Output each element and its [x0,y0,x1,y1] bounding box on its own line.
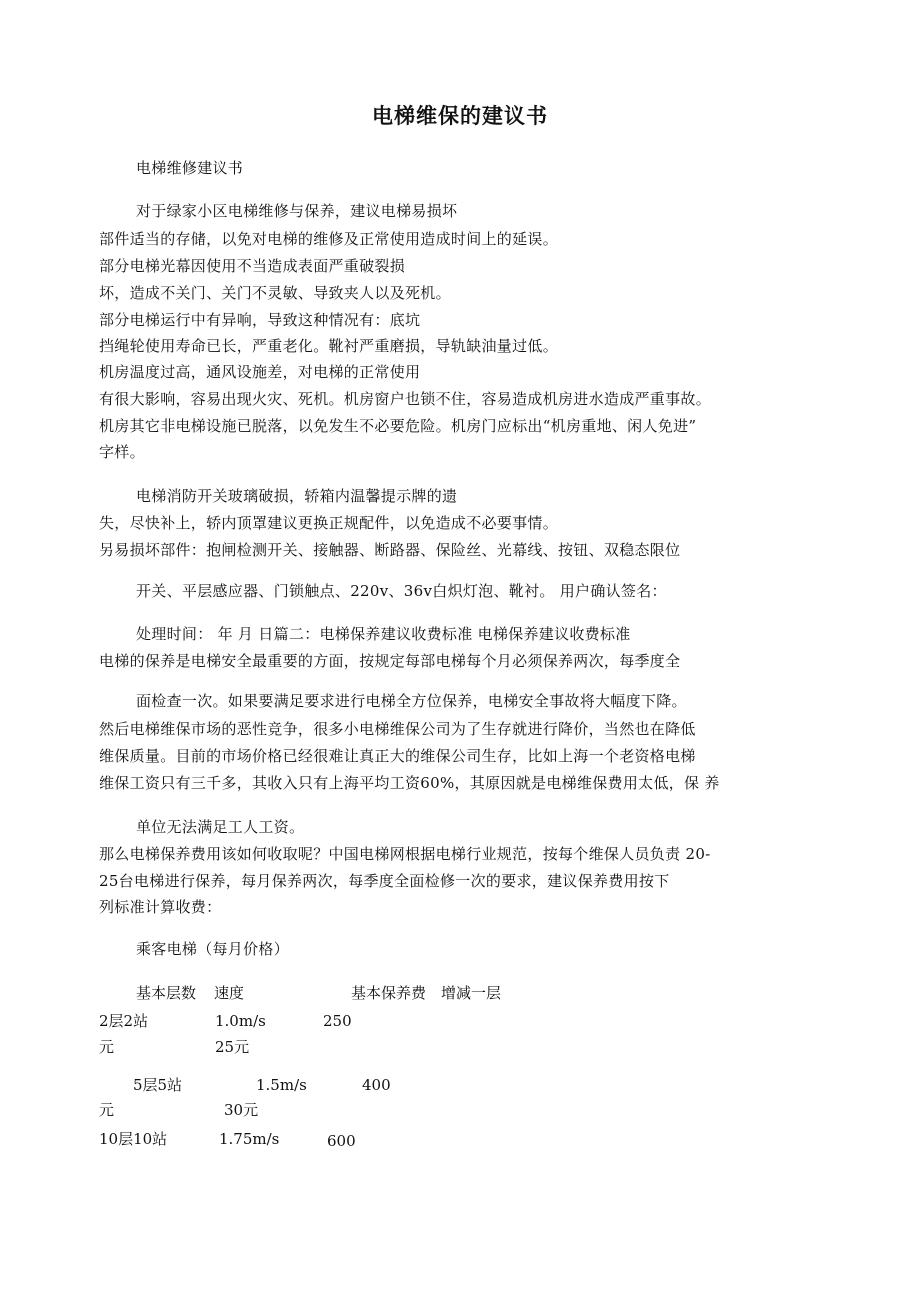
paragraph-line: 字样。 [99,443,145,461]
paragraph-line: 有很大影响，容易出现火灾、死机。机房窗户也锁不住，容易造成机房进水造成严重事故。 [99,390,712,408]
table-cell-increment: 30元 [224,1101,259,1119]
table-cell-unit: 元 [99,1101,115,1119]
paragraph-line: 开关、平层感应器、门锁触点、220v、36v白炽灯泡、靴衬。 用户确认签名： [136,582,667,600]
paragraph-line: 面检查一次。如果要满足要求进行电梯全方位保养，电梯安全事故将大幅度下降。 [136,692,687,710]
table-cell-fee: 400 [362,1076,391,1094]
table-cell-fee: 600 [327,1132,356,1150]
paragraph-line: 维保工资只有三千多，其收入只有上海平均工资60%，其原因就是电梯维保费用太低，保 养 [99,774,720,792]
paragraph-line: 列标准计算收费： [99,898,222,916]
table-cell-speed: 1.0m/s [215,1012,266,1030]
paragraph-line: 维保质量。目前的市场价格已经很难让真正大的维保公司生存，比如上海一个老资格电梯 [99,747,696,765]
table-cell-floors: 5层5站 [133,1076,183,1094]
paragraph-line: 部分电梯光幕因使用不当造成表面严重破裂损 [99,257,406,275]
table-cell-unit: 元 [99,1038,115,1056]
document-title: 电梯维保的建议书 [372,104,548,128]
table-cell-speed: 1.75m/s [219,1130,280,1148]
paragraph-line: 另易损坏部件：抱闸检测开关、接触器、断路器、保险丝、光幕线、按钮、双稳态限位 [99,541,681,559]
paragraph-line: 那么电梯保养费用该如何收取呢？中国电梯网根据电梯行业规范，按每个维保人员负责 20- [99,845,711,863]
paragraph-line: 电梯的保养是电梯安全最重要的方面，按规定每部电梯每个月必须保养两次，每季度全 [99,652,681,670]
paragraph-line: 坏，造成不关门、关门不灵敏、导致夹人以及死机。 [99,284,451,302]
paragraph-line: 失，尽快补上，轿内顶罩建议更换正规配件，以免造成不必要事情。 [99,514,559,532]
paragraph-line: 处理时间： 年 月 日篇二：电梯保养建议收费标准 电梯保养建议收费标准 [136,625,631,643]
table-header-fee: 基本保养费 [351,984,427,1002]
paragraph-line: 机房温度过高，通风设施差，对电梯的正常使用 [99,363,421,381]
paragraph-line: 25台电梯进行保养，每月保养两次，每季度全面检修一次的要求，建议保养费用按下 [99,872,670,890]
table-header-speed: 速度 [214,984,245,1002]
document-subtitle: 电梯维修建议书 [136,159,244,177]
table-header-increment: 增减一层 [441,984,502,1002]
paragraph-line: 部分电梯运行中有异响，导致这种情况有：底坑 [99,311,421,329]
table-cell-floors: 10层10站 [99,1130,168,1148]
section-heading: 乘客电梯（每月价格） [136,940,290,958]
paragraph-line: 挡绳轮使用寿命已长，严重老化。靴衬严重磨损，导轨缺油量过低。 [99,337,559,355]
table-cell-increment: 25元 [215,1038,250,1056]
paragraph-line: 电梯消防开关玻璃破损，轿箱内温馨提示牌的遗 [136,487,458,505]
table-cell-speed: 1.5m/s [256,1076,307,1094]
paragraph-line: 对于绿家小区电梯维修与保养，建议电梯易损坏 [136,202,458,220]
paragraph-line: 部件适当的存储，以免对电梯的维修及正常使用造成时间上的延误。 [99,230,559,248]
table-cell-floors: 2层2站 [99,1012,149,1030]
table-cell-fee: 250 [323,1012,352,1030]
paragraph-line: 然后电梯维保市场的恶性竞争，很多小电梯维保公司为了生存就进行降价，当然也在降低 [99,720,696,738]
table-header-floors: 基本层数 [136,984,197,1002]
paragraph-line: 单位无法满足工人工资。 [136,818,305,836]
paragraph-line: 机房其它非电梯设施已脱落，以免发生不必要危险。机房门应标出“机房重地、闲人免进” [99,417,697,435]
